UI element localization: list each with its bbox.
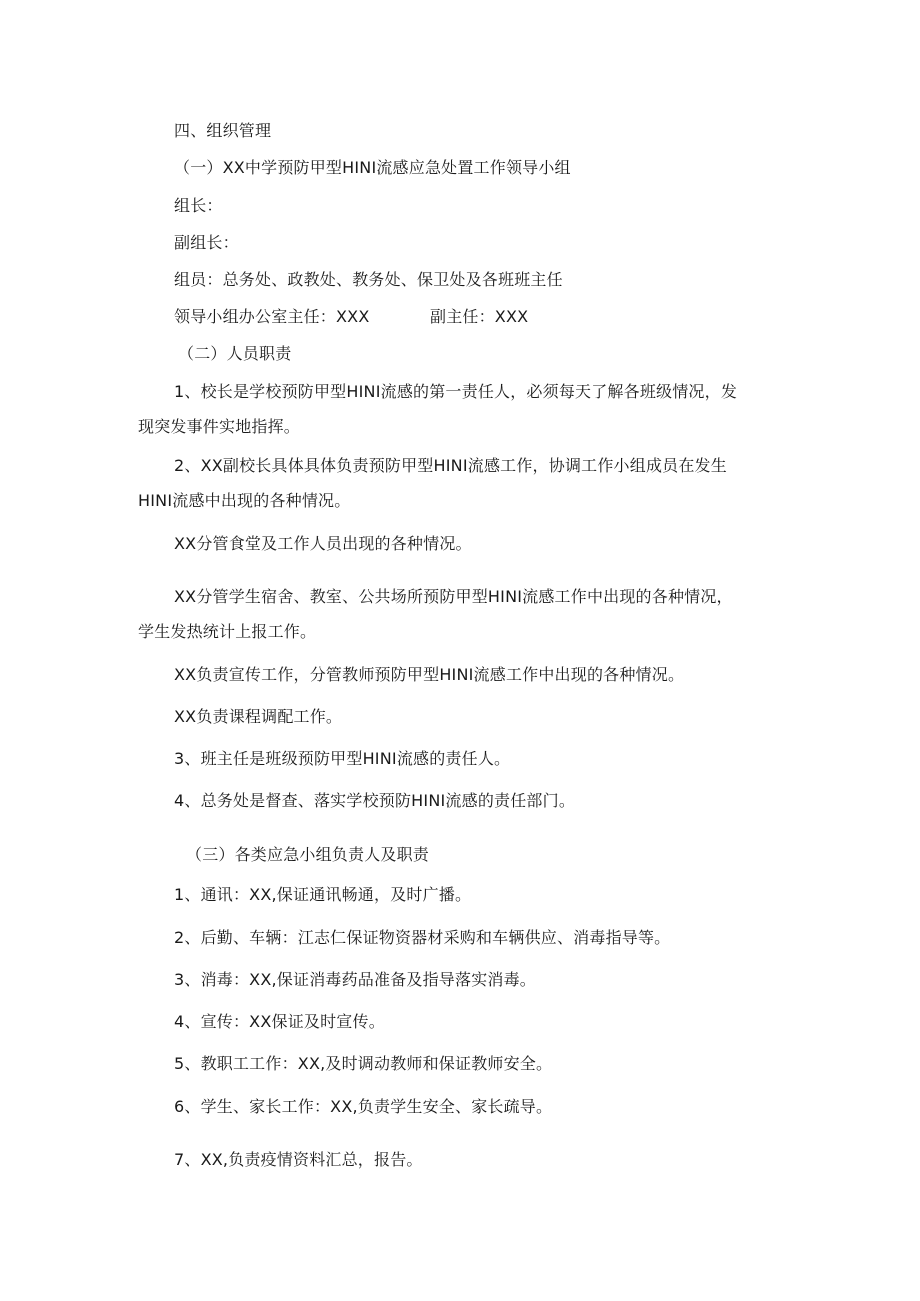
deputy-director-line: 副主任：XXX	[430, 307, 529, 326]
duty-publicity: XX负责宣传工作，分管教师预防甲型HINI流感工作中出现的各种情况。	[174, 665, 685, 684]
emergency-item: 7、XX,负责疫情资料汇总，报告。	[174, 1150, 423, 1169]
emergency-item: 2、后勤、车辆：江志仁保证物资器材采购和车辆供应、消毒指导等。	[174, 928, 671, 947]
duty-item-3: 3、班主任是班级预防甲型HINI流感的责任人。	[174, 749, 511, 768]
deputy-leader-line: 副组长：	[174, 233, 239, 252]
duty-canteen: XX分管食堂及工作人员出现的各种情况。	[174, 534, 472, 553]
subsection-3-title: （三）各类应急小组负责人及职责	[186, 845, 430, 864]
section-heading: 四、组织管理	[174, 121, 272, 140]
emergency-item: 4、宣传：XX保证及时宣传。	[174, 1012, 385, 1031]
duty-item-1-line-1: 1、校长是学校预防甲型HINI流感的第一责任人，必须每天了解各班级情况，发	[174, 382, 738, 401]
duty-dorm-line-2: 学生发热统计上报工作。	[138, 622, 317, 641]
subsection-1-title: （一）XX中学预防甲型HINI流感应急处置工作领导小组	[174, 158, 571, 177]
subsection-2-title: （二）人员职责	[178, 344, 292, 363]
leader-line: 组长：	[174, 196, 223, 215]
duty-curriculum: XX负责课程调配工作。	[174, 707, 343, 726]
emergency-item: 1、通讯：XX,保证通讯畅通，及时广播。	[174, 885, 472, 904]
duty-item-2-line-2: HINI流感中出现的各种情况。	[138, 491, 351, 510]
office-director-line: 领导小组办公室主任：XXX	[174, 307, 370, 326]
emergency-item: 5、教职工工作：XX,及时调动教师和保证教师安全。	[174, 1054, 553, 1073]
duty-item-2-line-1: 2、XX副校长具体具体负责预防甲型HINI流感工作，协调工作小组成员在发生	[174, 456, 727, 475]
members-line: 组员：总务处、政教处、教务处、保卫处及各班班主任	[174, 270, 563, 289]
duty-dorm-line-1: XX分管学生宿舍、教室、公共场所预防甲型HINI流感工作中出现的各种情况，	[174, 587, 733, 606]
duty-item-4: 4、总务处是督查、落实学校预防HINI流感的责任部门。	[174, 791, 576, 810]
emergency-item: 6、学生、家长工作：XX,负责学生安全、家长疏导。	[174, 1097, 553, 1116]
emergency-item: 3、消毒：XX,保证消毒药品准备及指导落实消毒。	[174, 970, 536, 989]
duty-item-1-line-2: 现突发事件实地指挥。	[138, 417, 301, 436]
